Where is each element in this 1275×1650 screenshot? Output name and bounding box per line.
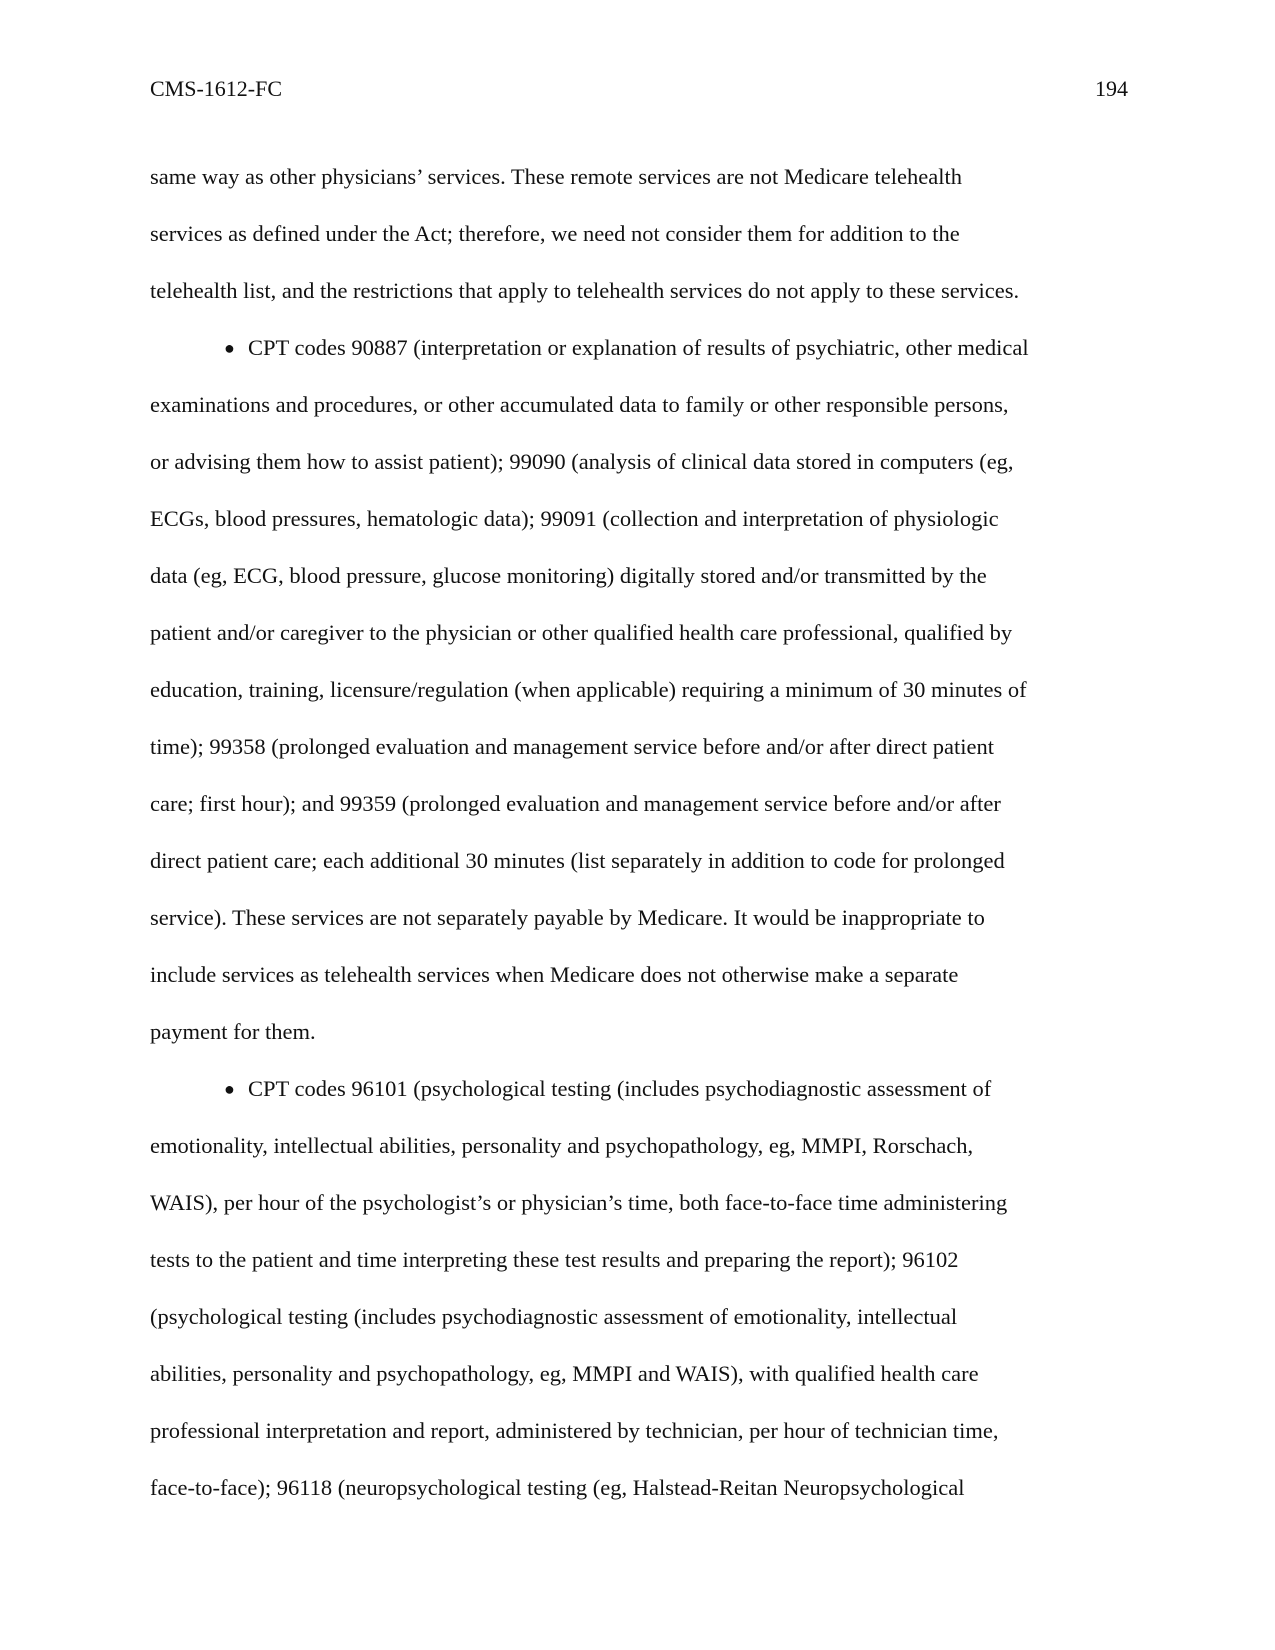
text-line: payment for them. xyxy=(150,1019,316,1044)
text-line: CPT codes 90887 (interpretation or explanation of results of psychiatric, other medical xyxy=(248,335,1029,360)
bullet-icon: ● xyxy=(224,1079,235,1099)
text-line: care; first hour); and 99359 (prolonged evaluation and management service before and/or after xyxy=(150,791,1001,816)
bullet-icon: ● xyxy=(224,338,235,358)
text-line: WAIS), per hour of the psychologist’s or physician’s time, both face-to-face time administering xyxy=(150,1190,1008,1215)
text-line: (psychological testing (includes psychodiagnostic assessment of emotionality, intellectual xyxy=(150,1304,958,1329)
text-line: services as defined under the Act; therefore, we need not consider them for addition to the xyxy=(150,221,960,246)
text-line: telehealth list, and the restrictions that apply to telehealth services do not apply to these services. xyxy=(150,278,1020,303)
text-line: time); 99358 (prolonged evaluation and management service before and/or after direct patient xyxy=(150,734,995,759)
text-line: education, training, licensure/regulation (when applicable) requiring a minimum of 30 minutes of xyxy=(150,677,1027,702)
page-number: 194 xyxy=(1095,76,1128,101)
text-line: patient and/or caregiver to the physician or other qualified health care professional, qualified by xyxy=(150,620,1013,645)
bullet-item-start xyxy=(150,1060,1128,1117)
text-line: tests to the patient and time interpreting these test results and preparing the report); 96102 xyxy=(150,1247,959,1272)
text-line: examinations and procedures, or other accumulated data to family or other responsible persons, xyxy=(150,392,1009,417)
text-line: same way as other physicians’ services. These remote services are not Medicare telehealth xyxy=(150,164,962,189)
text-line: professional interpretation and report, administered by technician, per hour of technician time, xyxy=(150,1418,999,1443)
body-text xyxy=(150,148,1128,1516)
text-line: face-to-face); 96118 (neuropsychological testing (eg, Halstead-Reitan Neuropsychological xyxy=(150,1475,965,1500)
text-line: include services as telehealth services when Medicare does not otherwise make a separate xyxy=(150,962,959,987)
text-line: ECGs, blood pressures, hematologic data); 99091 (collection and interpretation of physiologic xyxy=(150,506,999,531)
text-line: CPT codes 96101 (psychological testing (includes psychodiagnostic assessment of xyxy=(248,1076,992,1101)
page-header xyxy=(150,74,1128,104)
text-line: service). These services are not separately payable by Medicare. It would be inappropriate to xyxy=(150,905,985,930)
bullet-item-start xyxy=(150,319,1128,376)
text-line: abilities, personality and psychopathology, eg, MMPI and WAIS), with qualified health care xyxy=(150,1361,979,1386)
text-line: data (eg, ECG, blood pressure, glucose monitoring) digitally stored and/or transmitted by the xyxy=(150,563,987,588)
text-line: emotionality, intellectual abilities, personality and psychopathology, eg, MMPI, Rorschach, xyxy=(150,1133,974,1158)
document-id: CMS-1612-FC xyxy=(150,76,283,101)
text-line: direct patient care; each additional 30 minutes (list separately in addition to code for prolonged xyxy=(150,848,1005,873)
text-line: or advising them how to assist patient); 99090 (analysis of clinical data stored in computers (eg, xyxy=(150,449,1014,474)
